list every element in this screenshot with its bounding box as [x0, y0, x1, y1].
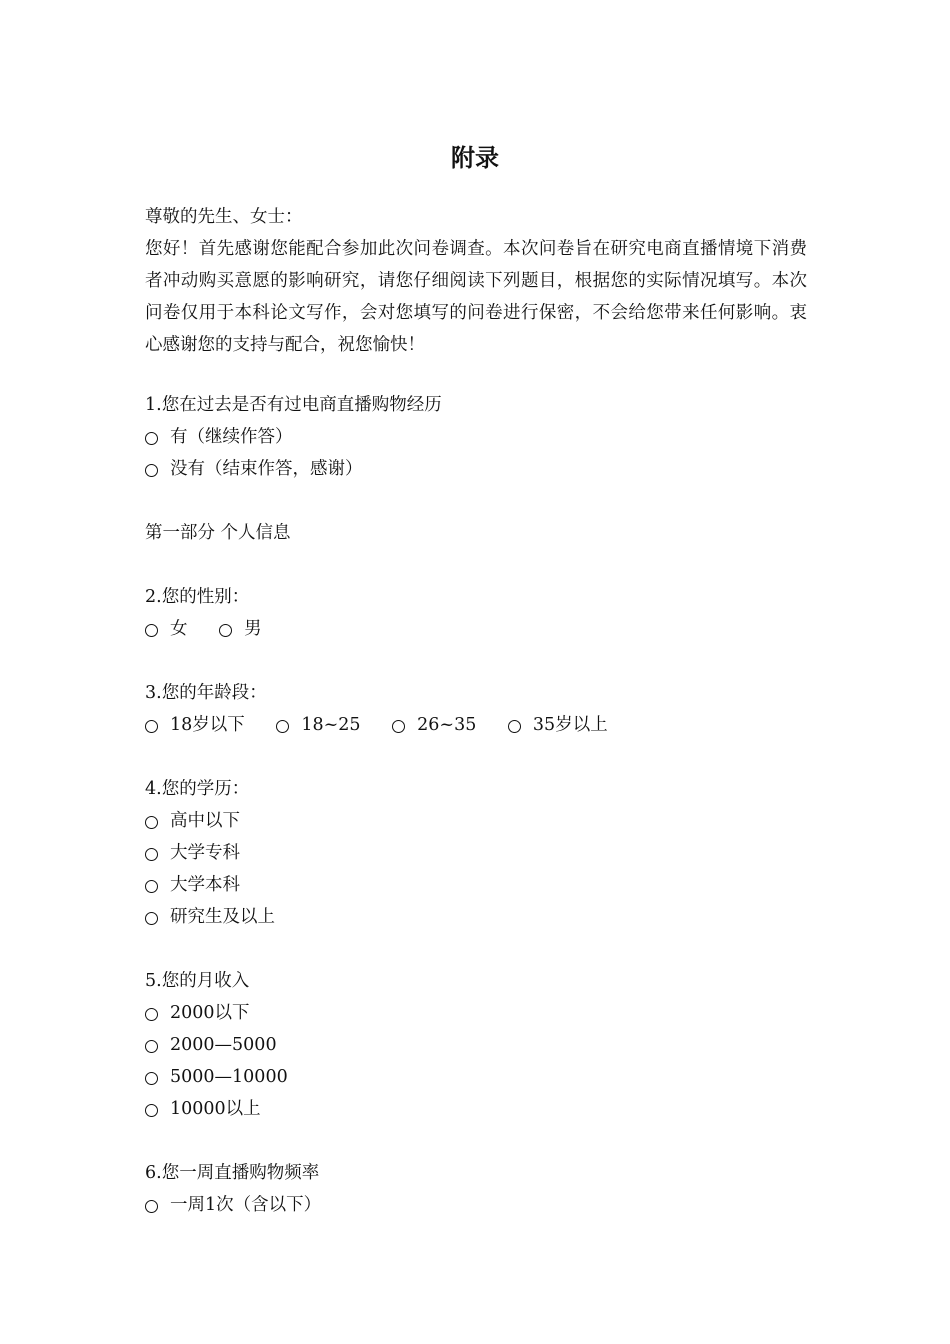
radio-icon[interactable]: [145, 1104, 158, 1117]
q6-option-1[interactable]: [145, 1189, 807, 1223]
question-1: 1.您在过去是否有过电商直播购物经历: [145, 395, 442, 415]
radio-icon[interactable]: [392, 720, 405, 733]
q5-option-1[interactable]: [145, 997, 807, 1031]
q1-option-1[interactable]: [145, 421, 807, 455]
question-2: 2.您的性别：: [145, 587, 250, 607]
radio-icon[interactable]: [145, 816, 158, 829]
q5-option-2[interactable]: [145, 1029, 807, 1063]
q4-option-2[interactable]: [145, 837, 807, 871]
option-label: 大学本科: [170, 875, 240, 895]
question-3: 3.您的年龄段：: [145, 683, 267, 703]
option-label: 35岁以上: [532, 715, 608, 735]
option-label: 5000—10000: [170, 1067, 288, 1087]
option-label: 26~35: [417, 715, 477, 735]
q3-option-3[interactable]: [392, 709, 476, 741]
radio-icon[interactable]: [145, 1200, 158, 1213]
q5-option-3[interactable]: [145, 1061, 807, 1095]
option-label: 高中以下: [170, 811, 240, 831]
option-label: 女: [170, 619, 188, 639]
radio-icon[interactable]: [145, 624, 158, 637]
q3-option-4[interactable]: [508, 709, 608, 741]
option-label: 18岁以下: [170, 715, 245, 735]
radio-icon[interactable]: [145, 880, 158, 893]
option-label: 18~25: [301, 715, 361, 735]
radio-icon[interactable]: [145, 1008, 158, 1021]
radio-icon[interactable]: [145, 912, 158, 925]
radio-icon[interactable]: [145, 848, 158, 861]
option-label: 一周1次（含以下）: [170, 1195, 322, 1215]
radio-icon[interactable]: [145, 720, 158, 733]
option-label: 研究生及以上: [170, 907, 275, 927]
radio-icon[interactable]: [145, 432, 158, 445]
section-heading: 第一部分 个人信息: [145, 523, 291, 543]
q3-option-1[interactable]: [145, 709, 245, 741]
option-label: 10000以上: [170, 1099, 261, 1119]
radio-icon[interactable]: [276, 720, 289, 733]
q4-option-4[interactable]: [145, 901, 807, 935]
q3-option-2[interactable]: [276, 709, 360, 741]
q1-option-2[interactable]: [145, 453, 807, 487]
greeting: 尊敬的先生、女士：: [145, 207, 303, 227]
q2-options-row: [145, 613, 807, 647]
question-6: 6.您一周直播购物频率: [145, 1163, 320, 1183]
option-label: 2000以下: [170, 1003, 250, 1023]
option-label: 男: [244, 619, 262, 639]
radio-icon[interactable]: [219, 624, 232, 637]
q4-option-1[interactable]: [145, 805, 807, 839]
q2-option-2[interactable]: [219, 613, 262, 645]
option-label: 没有（结束作答，感谢）: [170, 459, 363, 479]
q2-option-1[interactable]: [145, 613, 188, 645]
radio-icon[interactable]: [145, 1072, 158, 1085]
option-label: 2000—5000: [170, 1035, 277, 1055]
radio-icon[interactable]: [145, 464, 158, 477]
question-5: 5.您的月收入: [145, 971, 250, 991]
q5-option-4[interactable]: [145, 1093, 807, 1127]
question-4: 4.您的学历：: [145, 779, 250, 799]
radio-icon[interactable]: [145, 1040, 158, 1053]
page-title: 附录: [451, 144, 499, 172]
option-label: 大学专科: [170, 843, 240, 863]
intro-paragraph: 您好！首先感谢您能配合参加此次问卷调查。本次问卷旨在研究电商直播情境下消费者冲动购买意愿的影响研究，请您仔细阅读下列题目，根据您的实际情况填写。本次问卷仅用于本科论文写作，会对您填写的问卷进行保密，不会给您带来任何影响。衷心感谢您的支持与配合，祝您愉快！: [145, 239, 807, 355]
q3-options-row: [145, 709, 807, 743]
q4-option-3[interactable]: [145, 869, 807, 903]
radio-icon[interactable]: [508, 720, 521, 733]
option-label: 有（继续作答）: [170, 427, 293, 447]
